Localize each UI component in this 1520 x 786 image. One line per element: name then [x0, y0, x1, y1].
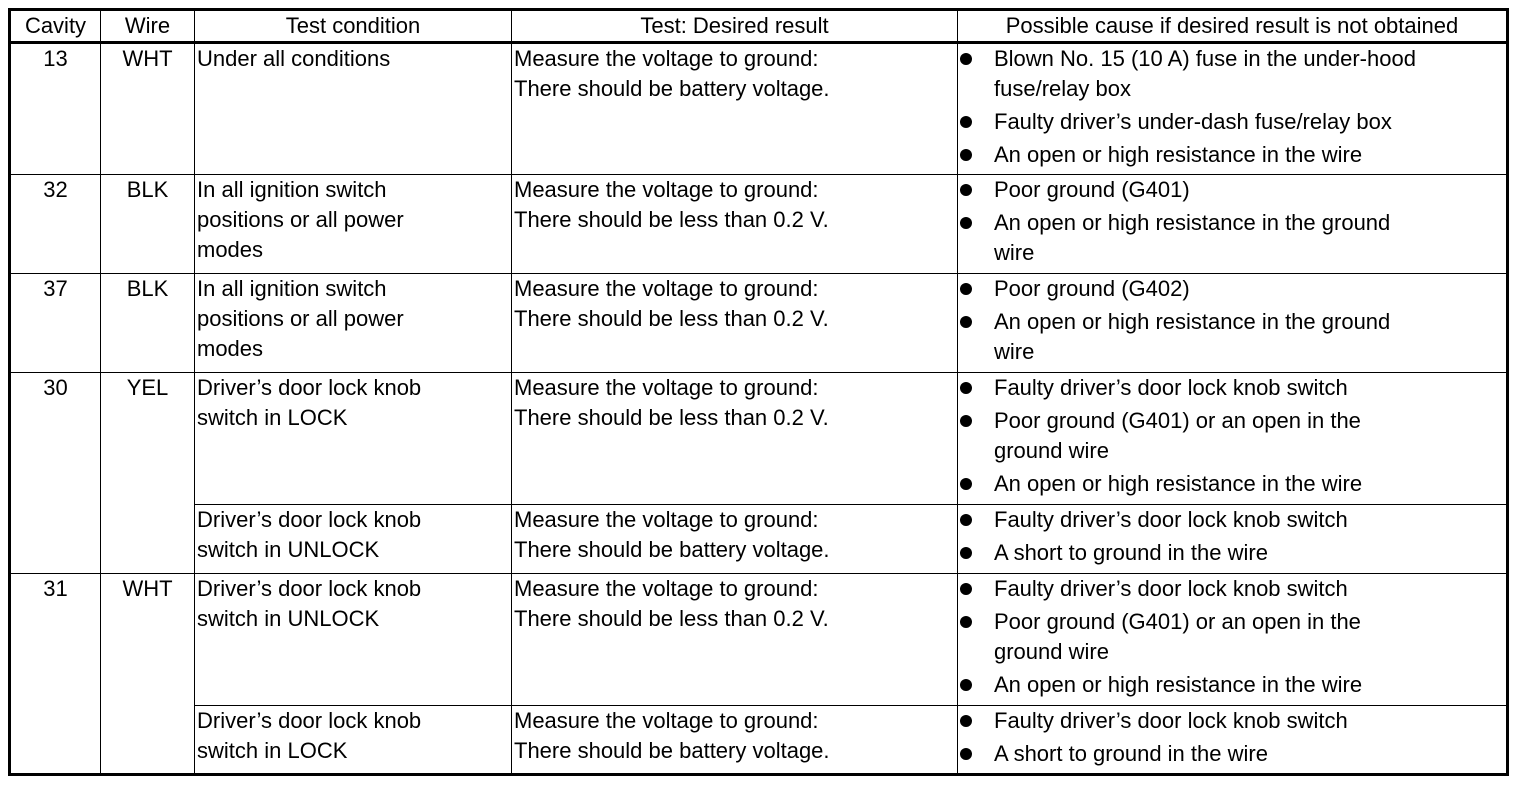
wire-cell: WHT: [101, 574, 195, 775]
cause-line: Faulty driver’s door lock knob switch: [994, 576, 1348, 601]
header-desired-result: Test: Desired result: [512, 10, 958, 43]
condition-line: Driver’s door lock knob: [197, 708, 422, 733]
condition-line: switch in LOCK: [197, 738, 348, 763]
connector-test-table: [8, 8, 1509, 776]
result-line: Measure the voltage to ground:: [514, 177, 819, 202]
list-item: [960, 406, 1504, 466]
possible-cause-cell: [958, 175, 1508, 274]
list-item: [960, 607, 1504, 667]
bullet-icon: [960, 116, 972, 128]
bullet-icon: [960, 283, 972, 295]
possible-cause-cell: [958, 274, 1508, 373]
list-item: [960, 538, 1504, 568]
cause-line: Poor ground (G401): [994, 177, 1190, 202]
list-item: [960, 373, 1504, 403]
condition-line: switch in LOCK: [197, 405, 348, 430]
result-line: Measure the voltage to ground:: [514, 375, 819, 400]
test-condition-cell: [195, 706, 512, 775]
condition-line: positions or all power: [197, 207, 404, 232]
table-row: [10, 706, 1508, 775]
list-item: [960, 505, 1504, 535]
list-item: [960, 469, 1504, 499]
result-line: Measure the voltage to ground:: [514, 708, 819, 733]
condition-line: modes: [197, 336, 264, 361]
cavity-cell: 32: [10, 175, 101, 274]
bullet-icon: [960, 149, 972, 161]
condition-line: switch in UNLOCK: [197, 606, 380, 631]
cause-line: An open or high resistance in the wire: [994, 672, 1363, 697]
bullet-icon: [960, 53, 972, 65]
possible-cause-cell: [958, 43, 1508, 175]
table-row: [10, 274, 1508, 373]
bullet-icon: [960, 514, 972, 526]
header-cavity: Cavity: [10, 10, 101, 43]
list-item: [960, 44, 1504, 104]
result-line: There should be less than 0.2 V.: [514, 207, 829, 232]
condition-line: Under all conditions: [197, 46, 391, 71]
cause-line: An open or high resistance in the ground: [994, 309, 1391, 334]
cause-line: Faulty driver’s under-dash fuse/relay box: [994, 109, 1392, 134]
table-row: [10, 175, 1508, 274]
possible-cause-cell: [958, 706, 1508, 775]
cause-line: Faulty driver’s door lock knob switch: [994, 708, 1348, 733]
test-condition-cell: [195, 574, 512, 706]
desired-result-cell: [512, 43, 958, 175]
wire-cell: BLK: [101, 175, 195, 274]
cause-line: ground wire: [994, 639, 1109, 664]
desired-result-cell: [512, 574, 958, 706]
bullet-icon: [960, 679, 972, 691]
header-wire: Wire: [101, 10, 195, 43]
result-line: Measure the voltage to ground:: [514, 46, 819, 71]
possible-cause-cell: [958, 373, 1508, 505]
list-item: [960, 670, 1504, 700]
bullet-icon: [960, 184, 972, 196]
list-item: [960, 107, 1504, 137]
cause-line: Blown No. 15 (10 A) fuse in the under-hood: [994, 46, 1416, 71]
list-item: [960, 140, 1504, 170]
cavity-cell: 13: [10, 43, 101, 175]
cause-line: wire: [994, 339, 1035, 364]
table-row: [10, 505, 1508, 574]
desired-result-cell: [512, 505, 958, 574]
cause-line: An open or high resistance in the wire: [994, 142, 1363, 167]
cause-list: [960, 373, 1504, 499]
list-item: [960, 739, 1504, 769]
list-item: [960, 208, 1504, 268]
list-item: [960, 706, 1504, 736]
result-line: There should be less than 0.2 V.: [514, 306, 829, 331]
cause-line: Poor ground (G401) or an open in the: [994, 408, 1361, 433]
wire-cell: YEL: [101, 373, 195, 574]
cause-line: Faulty driver’s door lock knob switch: [994, 375, 1348, 400]
bullet-icon: [960, 616, 972, 628]
bullet-icon: [960, 547, 972, 559]
cause-line: A short to ground in the wire: [994, 540, 1268, 565]
wire-cell: BLK: [101, 274, 195, 373]
cause-line: ground wire: [994, 438, 1109, 463]
cause-list: [960, 175, 1504, 268]
list-item: [960, 274, 1504, 304]
test-condition-cell: [195, 274, 512, 373]
cavity-cell: 31: [10, 574, 101, 775]
cause-line: An open or high resistance in the wire: [994, 471, 1363, 496]
bullet-icon: [960, 415, 972, 427]
result-line: There should be less than 0.2 V.: [514, 606, 829, 631]
test-condition-cell: [195, 505, 512, 574]
cause-line: wire: [994, 240, 1035, 265]
header-row: [10, 10, 1508, 43]
cause-list: [960, 44, 1504, 170]
cause-line: A short to ground in the wire: [994, 741, 1268, 766]
result-line: There should be battery voltage.: [514, 76, 830, 101]
result-line: There should be battery voltage.: [514, 537, 830, 562]
bullet-icon: [960, 583, 972, 595]
condition-line: In all ignition switch: [197, 276, 387, 301]
list-item: [960, 307, 1504, 367]
condition-line: In all ignition switch: [197, 177, 387, 202]
result-line: There should be less than 0.2 V.: [514, 405, 829, 430]
cavity-cell: 37: [10, 274, 101, 373]
bullet-icon: [960, 217, 972, 229]
cause-list: [960, 574, 1504, 700]
condition-line: switch in UNLOCK: [197, 537, 380, 562]
test-condition-cell: [195, 43, 512, 175]
desired-result-cell: [512, 274, 958, 373]
result-line: Measure the voltage to ground:: [514, 507, 819, 532]
possible-cause-cell: [958, 574, 1508, 706]
result-line: Measure the voltage to ground:: [514, 576, 819, 601]
result-line: There should be battery voltage.: [514, 738, 830, 763]
list-item: [960, 574, 1504, 604]
desired-result-cell: [512, 706, 958, 775]
test-condition-cell: [195, 175, 512, 274]
cause-list: [960, 706, 1504, 769]
table-row: [10, 43, 1508, 175]
condition-line: Driver’s door lock knob: [197, 507, 422, 532]
possible-cause-cell: [958, 505, 1508, 574]
bullet-icon: [960, 748, 972, 760]
header-test-condition: Test condition: [195, 10, 512, 43]
list-item: [960, 175, 1504, 205]
result-line: Measure the voltage to ground:: [514, 276, 819, 301]
bullet-icon: [960, 478, 972, 490]
cavity-cell: 30: [10, 373, 101, 574]
cause-line: An open or high resistance in the ground: [994, 210, 1391, 235]
cause-line: Faulty driver’s door lock knob switch: [994, 507, 1348, 532]
table-row: [10, 373, 1508, 505]
cause-list: [960, 505, 1504, 568]
cause-list: [960, 274, 1504, 367]
bullet-icon: [960, 715, 972, 727]
condition-line: modes: [197, 237, 264, 262]
wire-cell: WHT: [101, 43, 195, 175]
condition-line: Driver’s door lock knob: [197, 375, 422, 400]
desired-result-cell: [512, 175, 958, 274]
cause-line: fuse/relay box: [994, 76, 1131, 101]
bullet-icon: [960, 382, 972, 394]
table-row: [10, 574, 1508, 706]
cause-line: Poor ground (G401) or an open in the: [994, 609, 1361, 634]
cause-line: Poor ground (G402): [994, 276, 1190, 301]
header-possible-cause: Possible cause if desired result is not obtained: [958, 10, 1508, 43]
condition-line: positions or all power: [197, 306, 404, 331]
condition-line: Driver’s door lock knob: [197, 576, 422, 601]
test-condition-cell: [195, 373, 512, 505]
desired-result-cell: [512, 373, 958, 505]
bullet-icon: [960, 316, 972, 328]
